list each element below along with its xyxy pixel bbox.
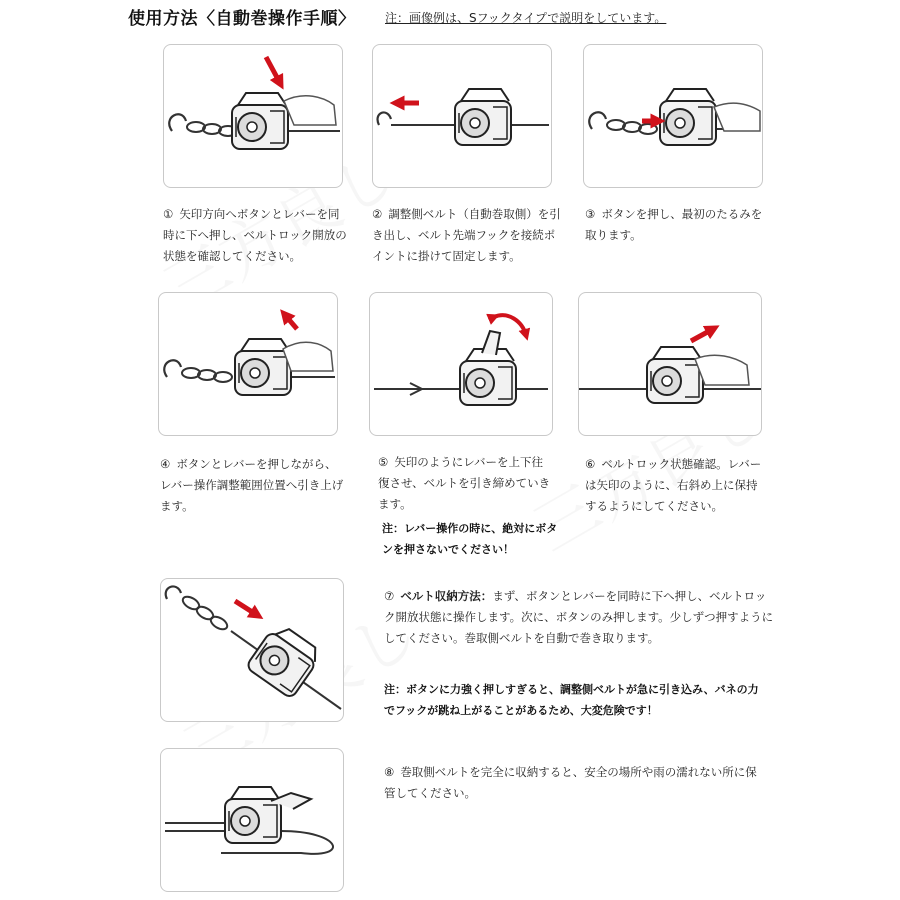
step3-illustration xyxy=(583,44,763,188)
step5-warning: 注：レバー操作の時に、絶対にボタンを押さないでください！ xyxy=(382,522,558,556)
step2-text: ② 調整側ベルト（自動巻取側）を引き出し、ベルト先端フックを接続ポイントに掛けて固定します。 xyxy=(372,207,561,263)
step5-text: ⑤ 矢印のようにレバーを上下往復させ、ベルトを引き締めていきます。 xyxy=(378,455,551,511)
step6-text: ⑥ ベルトロック状態確認。レバーは矢印のように、右斜め上に保持するようにしてください。 xyxy=(585,457,762,513)
step1-text: ① 矢印方向へボタンとレバーを同時に下へ押し、ベルトロック開放の状態を確認してください。 xyxy=(163,207,347,263)
step2-illustration xyxy=(372,44,552,188)
step1-illustration xyxy=(163,44,343,188)
red-arrow-icon xyxy=(266,57,280,83)
red-arrow-icon xyxy=(235,601,257,615)
step8-text: ⑧ 巻取側ベルトを完全に収納すると、安全の場所や雨の濡れない所に保管してください。 xyxy=(384,765,757,800)
step7-warning: 注：ボタンに力強く押しすぎると、調整側ベルトが急に引き込み、バネの力でフックが跳ね上がることがあるため、大変危険です！ xyxy=(384,683,759,717)
step5-illustration xyxy=(369,292,553,436)
step7-text: ⑦ ベルト収納方法：まず、ボタンとレバーを同時に下へ押し、ベルトロック開放状態に操作します。次に、ボタンのみ押します。少しずつ押すようにしてください。巻取側ベルトを自動で巻き取ります。 xyxy=(384,589,774,645)
step4-text: ④ ボタンとレバーを押しながら、レバー操作調整範囲位置へ引き上げます。 xyxy=(160,457,344,513)
step7-illustration xyxy=(160,578,344,722)
step3-text: ③ ボタンを押し、最初のたるみを取ります。 xyxy=(585,207,763,242)
step8-illustration xyxy=(160,748,344,892)
red-arrow-icon xyxy=(691,329,713,341)
step4-illustration xyxy=(158,292,338,436)
header-note: 注：画像例は、Sフックタイプで説明をしています。 xyxy=(385,11,667,25)
red-arrow-icon xyxy=(285,315,297,329)
page-title: 使用方法〈自動巻操作手順〉 xyxy=(128,9,356,29)
step6-illustration xyxy=(578,292,762,436)
